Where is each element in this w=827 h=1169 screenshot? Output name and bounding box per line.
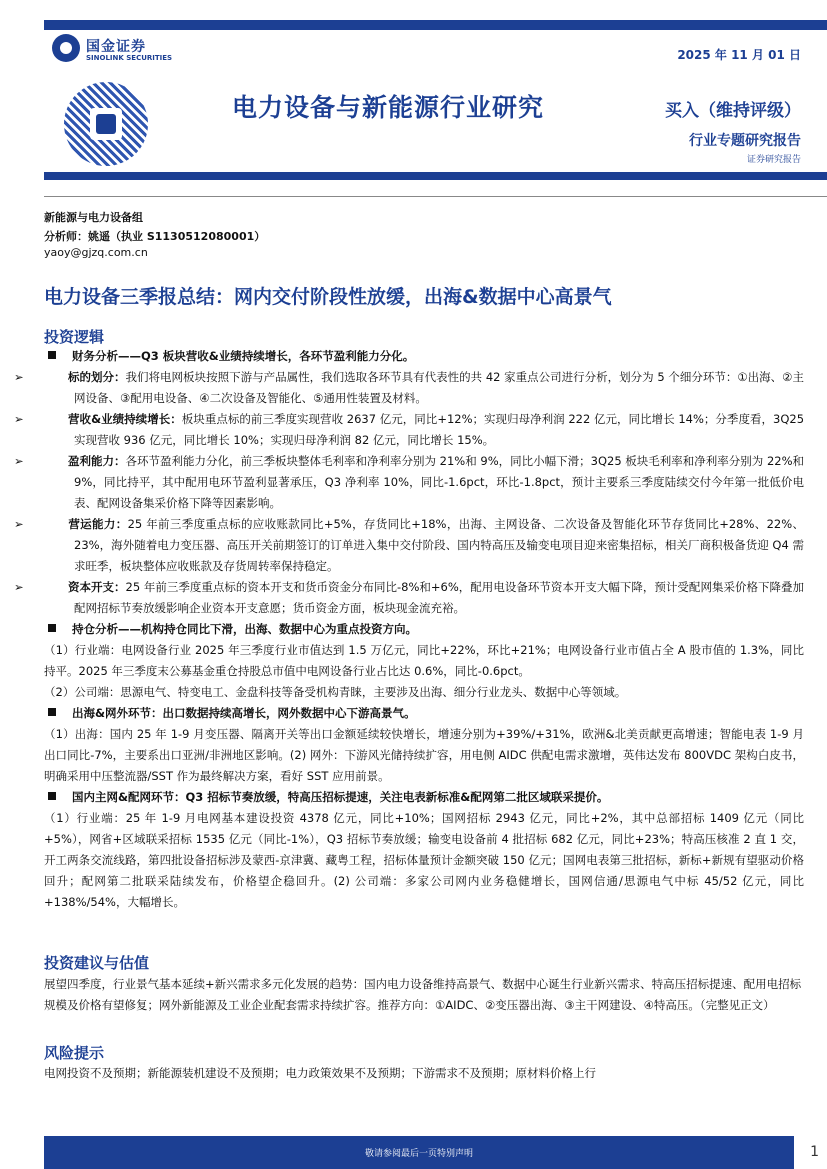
logic-export: （1）出海：国内 25 年 1-9 月变压器、隔离开关等出口金额延续较快增长，增速分别为+39%/+31%，欧洲&北美贡献更高增速；智能电表 1-9 月出口同比-7%，主要系出口亚洲/非洲地区影响。(2) 网外：下游风光储持续扩容，用电侧 AIDC 供配电需求激增，英伟达发布 800VDC 架构白皮书，明确采用中压整流器/SST 作为最终解决方案，看好 SST 应用前景。 [44,727,804,783]
risk-text: 电网投资不及预期；新能源装机建设不及预期；电力政策效果不及预期；下游需求不及预期；原材料价格上行 [44,1066,596,1080]
logic-point-1: 财务分析——Q3 板块营收&业绩持续增长，各环节盈利能力分化。 [44,346,804,367]
report-title: 电力设备与新能源行业研究 [232,93,545,122]
logic-body [14,346,805,913]
report-date: 2025 年 11 月 01 日 [677,48,801,62]
bullet-square-icon [48,792,56,800]
bullet-square-icon [48,624,56,632]
logic-item-capex: ➢ 资本开支：25 年前三季度重点标的资本开支和货币资金分布同比-8%和+6%，配用电设备环节资本开支大幅下降，预计受配网集采价格下降叠加配网招标节奏放缓影响企业资本开支意愿；货币资金方面，板块现金流充裕。 [44,577,804,619]
qr-center-logo-icon [90,108,122,140]
logic-point-3: 出海&网外环节：出口数据持续高增长，网外数据中心下游高景气。 [44,703,804,724]
bullet-square-icon [48,351,56,359]
brand-name-en: SINOLINK SECURITIES [86,54,173,62]
arrow-bullet-icon: ➢ [14,580,24,594]
brand-logo-icon [52,34,80,62]
report-headline: 电力设备三季报总结：网内交付阶段性放缓，出海&数据中心高景气 [44,286,612,308]
logic-holding-company: （2）公司端：思源电气、特变电工、金盘科技等备受机构青睐，主要涉及出海、细分行业龙头、数据中心等领域。 [44,685,627,699]
footer-bar [44,1136,794,1169]
arrow-bullet-icon: ➢ [14,370,24,384]
analyst-name: 分析师：姚遥（执业 S1130512080001） [44,230,266,243]
bullet-square-icon [48,708,56,716]
arrow-bullet-icon: ➢ [14,454,24,468]
footer-disclaimer[interactable]: 敬请参阅最后一页特别声明 [364,1149,473,1159]
advice-text: 展望四季度，行业景气基本延续+新兴需求多元化发展的趋势：国内电力设备维持高景气、数据中心诞生行业新兴需求、特高压招标提速、配用电招标规模及价格有望修复；网外新能源及工业企业配套需求持续扩容。推荐方向：①AIDC、②变压器出海、③主干网建设、④特高压。（完整见正文） [44,977,802,1012]
arrow-bullet-icon: ➢ [14,412,24,426]
report-type: 行业专题研究报告 [689,133,801,149]
logic-point-2: 持仓分析——机构持仓同比下滑，出海、数据中心为重点投资方向。 [44,619,804,640]
section-title-risk: 风险提示 [44,1044,105,1062]
logic-item-revenue: ➢ 营收&业绩持续增长：板块重点标的前三季度实现营收 2637 亿元，同比+12%；实现归母净利润 222 亿元，同比增长 14%；分季度看，3Q25 实现营收 936 亿元，同比增长 10%；实现归母净利润 82 亿元，同比增长 15%。 [44,409,804,451]
analyst-team: 新能源与电力设备组 [44,211,143,224]
logic-holding-industry: （1）行业端：电网设备行业 2025 年三季度行业市值达到 1.5 万亿元，同比+22%，环比+21%；电网设备行业市值占全 A 股市值的 1.3%，同比持平。2025 年三季度末公募基金重仓持股总市值中电网设备行业占比达 0.6%，同比-0.6pct。 [44,643,804,678]
arrow-bullet-icon: ➢ [14,517,24,531]
divider [44,196,827,197]
rating: 买入（维持评级） [665,101,801,121]
section-title-logic: 投资逻辑 [44,328,105,346]
logic-item-profitability: ➢ 盈利能力：各环节盈利能力分化，前三季板块整体毛利率和净利率分别为 21%和 9%，同比小幅下滑；3Q25 板块毛利率和净利率分别为 22%和 9%，同比持平，其中配用电环节盈利显著承压，Q3 净利率 10%，同比-1.6pct，环比-1.8pct，预计主要系三季度陆续交付今年第一批低价电表、配网设备集采价格下降等因素影响。 [44,451,804,514]
page-number: 1 [810,1144,819,1160]
logic-item-division: ➢ 标的划分：我们将电网板块按照下游与产品属性，我们选取各环节具有代表性的共 42 家重点公司进行分析，划分为 5 个细分环节：①出海、②主网设备、③配用电设备、④二次设备及智能化、⑤通用性装置及材料。 [44,367,804,409]
section-title-advice: 投资建议与估值 [44,954,150,972]
logic-domestic: （1）行业端：25 年 1-9 月电网基本建设投资 4378 亿元，同比+10%；国网招标 2943 亿元，同比+2%，其中总部招标 1409 亿元（同比+5%），网省+区域联采招标 1535 亿元（同比-1%），Q3 招标节奏放缓；输变电设备前 4 批招标 682 亿元，同比+23%；特高压核准 2 直 1 交，开工两条交流线路，第四批设备招标涉及蒙西-京津冀、藏粤工程，招标体量预计金额突破 150 亿元；国网电表第三批招标，新标+新规有望驱动价格回升；配网第二批联采陆续发布，价格望企稳回升。(2) 公司端：多家公司网内业务稳健增长，国网信通/思源电气中标 45/52 亿元，同比+138%/54%，大幅增长。 [44,811,804,909]
brand-name-cn: 国金证券 [86,39,146,55]
report-subtype: 证券研究报告 [746,155,801,165]
logic-item-operation: ➢ 营运能力：25 年前三季度重点标的应收账款同比+5%，存货同比+18%，出海、主网设备、二次设备及智能化环节存货同比+28%、22%、23%，海外随着电力变压器、高压开关前期签订的订单进入集中交付阶段、国内特高压及输变电项目迎来密集招标，相关厂商积极备货迎 Q4 需求旺季，板块整体应收账款及存货周转率保持稳定。 [44,514,804,577]
analyst-email[interactable]: yaoy@gjzq.com.cn [44,246,148,259]
brand-logo [52,34,192,68]
logic-point-4: 国内主网&配网环节：Q3 招标节奏放缓，特高压招标提速，关注电表新标准&配网第二批区域联采提价。 [44,787,804,808]
